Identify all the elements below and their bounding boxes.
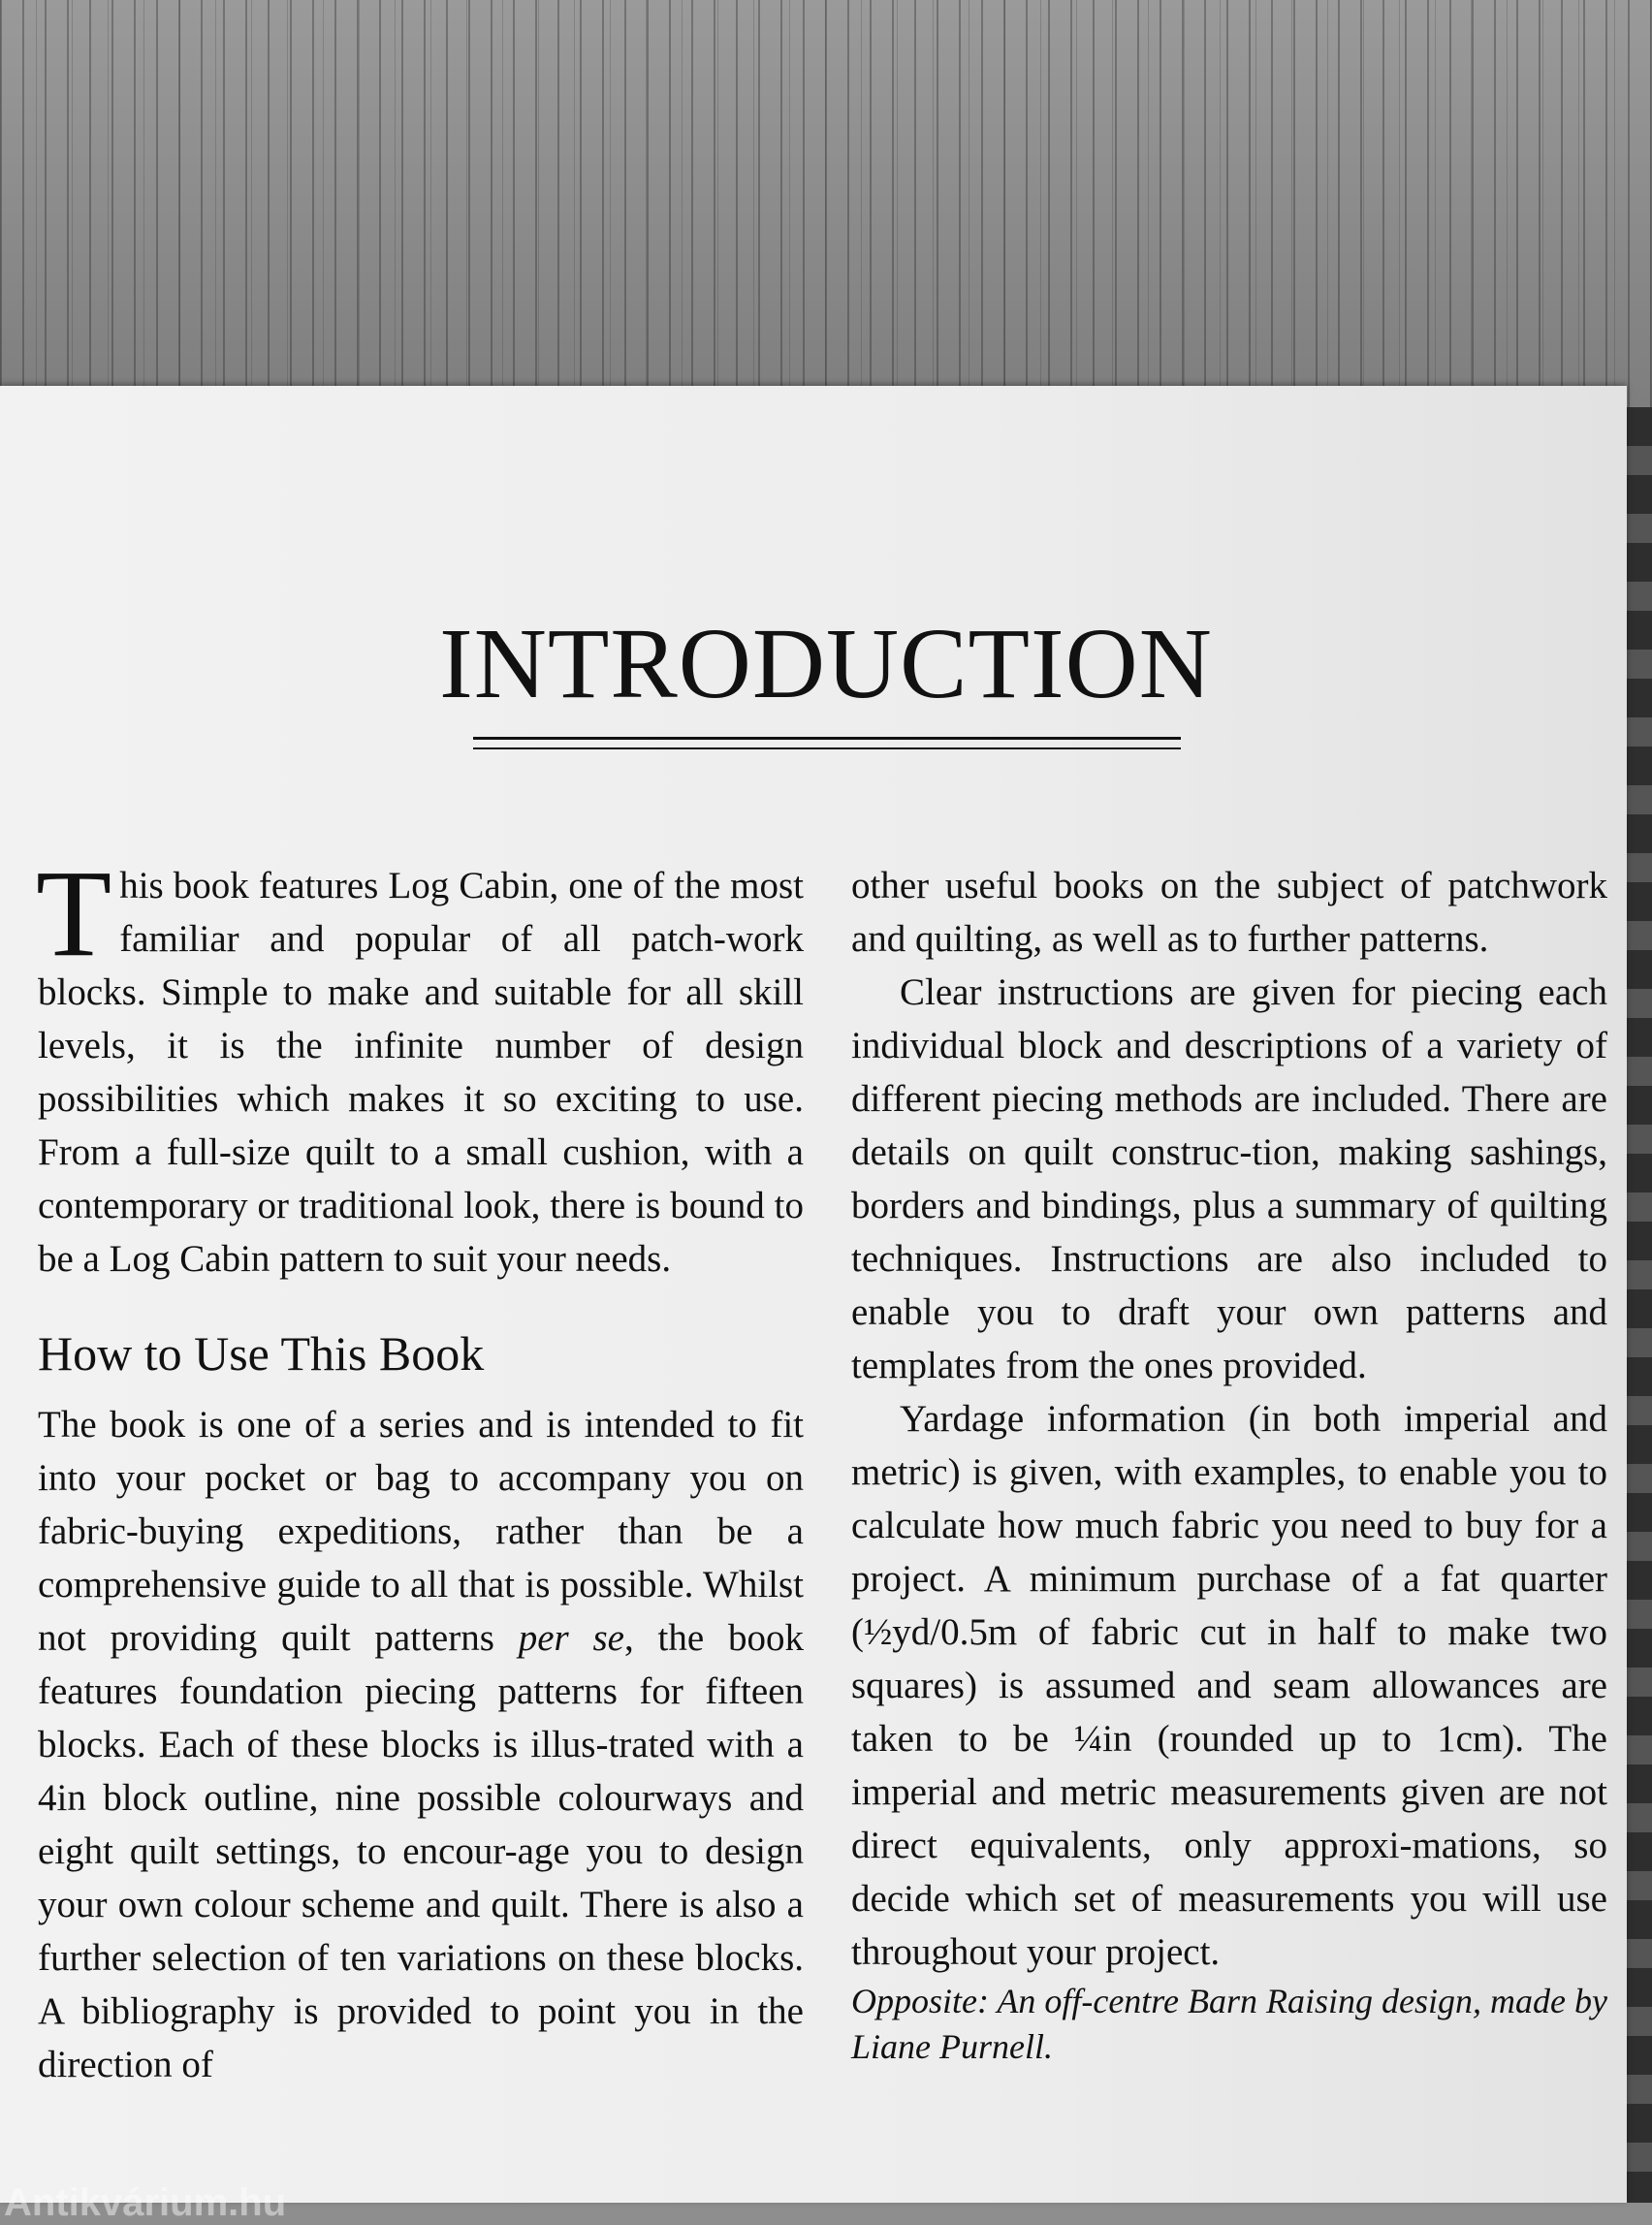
italic-phrase: per se [518, 1617, 624, 1659]
how-to-use-paragraph [38, 1398, 804, 2091]
left-column [36, 844, 804, 2091]
background-surface [0, 0, 1652, 407]
page-title: INTRODUCTION [439, 608, 1213, 719]
drop-cap: T [36, 844, 112, 982]
right-column [851, 859, 1607, 2070]
how-to-use-text-1: The book is one of a series and is intended to fit into your pocket or bag to accompany you on fabric-buying expeditions, rather than be a comprehensive guide to all that is possible. Whilst not providing quilt patterns [38, 1404, 804, 1659]
title-double-rule [473, 737, 1181, 749]
intro-text: his book features Log Cabin, one of the most familiar and popular of all patch-work blocks. Simple to make and suitable for all skill levels, it is the infinite number of design possibilities which makes it so exciting to use. From a full-size quilt to a small cushion, with a contemporary or traditional look, there is bound to be a Log Cabin pattern to suit your needs. [38, 865, 804, 1280]
intro-paragraph [36, 844, 804, 1286]
instructions-paragraph: Clear instructions are given for piecing each individual block and descriptions of a variety of different piecing methods are included. There are details on quilt construc-tion, making sashings, borders and bindings, plus a summary of quilting techniques. Instructions are also included to enable you to draft your own patterns and templates from the ones provided. [851, 971, 1607, 1386]
photo-caption: Opposite: An off-centre Barn Raising design, made by Liane Purnell. [851, 1982, 1607, 2066]
how-to-use-text-2: , the book features foundation piecing patterns for fifteen blocks. Each of these blocks is illus-trated with a 4in block outline, nine possible colourways and eight quilt settings, to encour-age you to design your own colour scheme and quilt. There is also a further selection of ten variations on these blocks. A bibliography is provided to point you in the direction of [38, 1617, 804, 2085]
continuation-paragraph: other useful books on the subject of patchwork and quilting, as well as to further patterns. [851, 865, 1607, 960]
watermark: Antikvárium.hu [4, 2181, 287, 2224]
section-heading: How to Use This Book [38, 1326, 485, 1381]
book-page [0, 386, 1627, 2203]
yardage-paragraph: Yardage information (in both imperial and metric) is given, with examples, to enable you to calculate how much fabric you need to buy for a project. A minimum purchase of a fat quarter (½yd/0.5m of fabric cut in half to make two squares) is assumed and seam allowances are taken to be ¼in (rounded up to 1cm). The imperial and metric measurements given are not direct equivalents, only approxi-mations, so decide which set of measurements you will use throughout your project. [851, 1398, 1607, 1973]
